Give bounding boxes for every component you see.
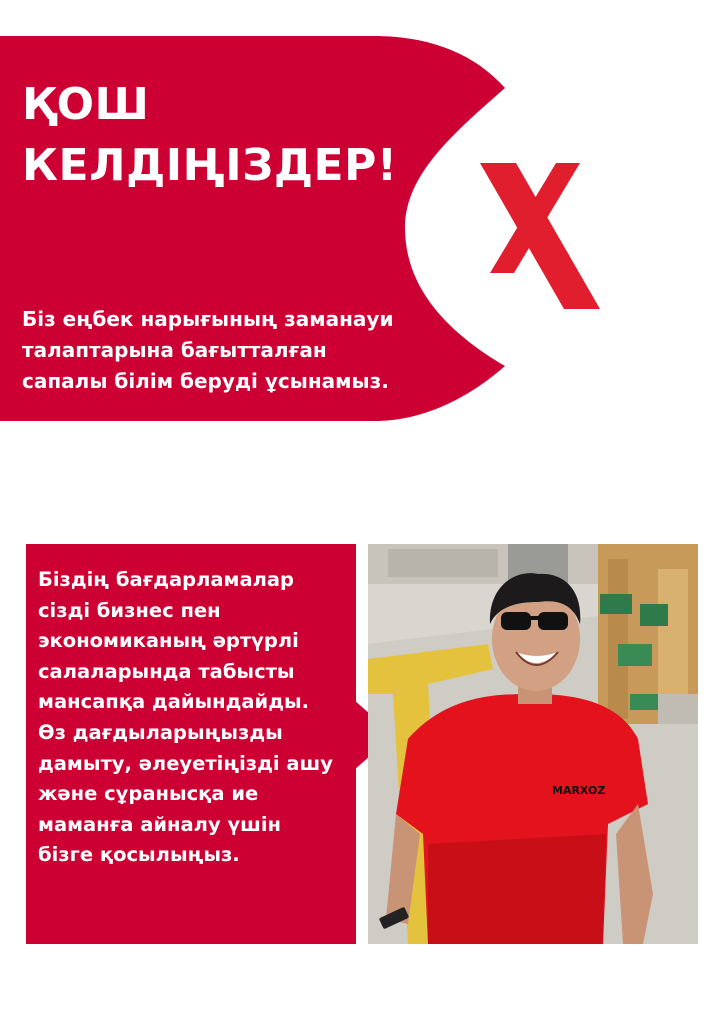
student-photo (368, 544, 698, 944)
info-line-10: бізге қосылыңыз. (38, 843, 240, 867)
info-line-3: экономиканың әртүрлі (38, 629, 299, 653)
info-line-9: маманға айналу үшін (38, 812, 282, 836)
welcome-subtitle (22, 304, 442, 397)
welcome-subtitle-line-1: Біз еңбек нарығының заманауи (22, 307, 394, 331)
welcome-title-line-1: ҚОШ (22, 79, 150, 130)
info-text (38, 565, 358, 871)
welcome-subtitle-line-3: сапалы білім беруді ұсынамыз. (22, 369, 389, 393)
info-line-4: салаларында табысты (38, 659, 295, 683)
info-line-8: және сұранысқа ие (38, 782, 259, 806)
info-line-2: сізді бизнес пен (38, 598, 221, 622)
welcome-subtitle-line-2: талаптарына бағытталған (22, 338, 327, 362)
hero-banner (0, 36, 724, 421)
info-line-6: Өз дағдыларыңызды (38, 720, 283, 744)
info-line-5: мансапқа дайындайды. (38, 690, 309, 714)
x-logo-icon (476, 161, 604, 313)
student-photo-illustration (368, 544, 698, 944)
info-line-1: Біздің бағдарламалар (38, 568, 295, 591)
info-line-7: дамыту, әлеуетіңізді ашу (38, 751, 333, 775)
welcome-title-line-2: КЕЛДІҢІЗДЕР! (22, 140, 398, 191)
welcome-title (22, 74, 397, 196)
shirt-print: MARXOZ (552, 784, 606, 797)
